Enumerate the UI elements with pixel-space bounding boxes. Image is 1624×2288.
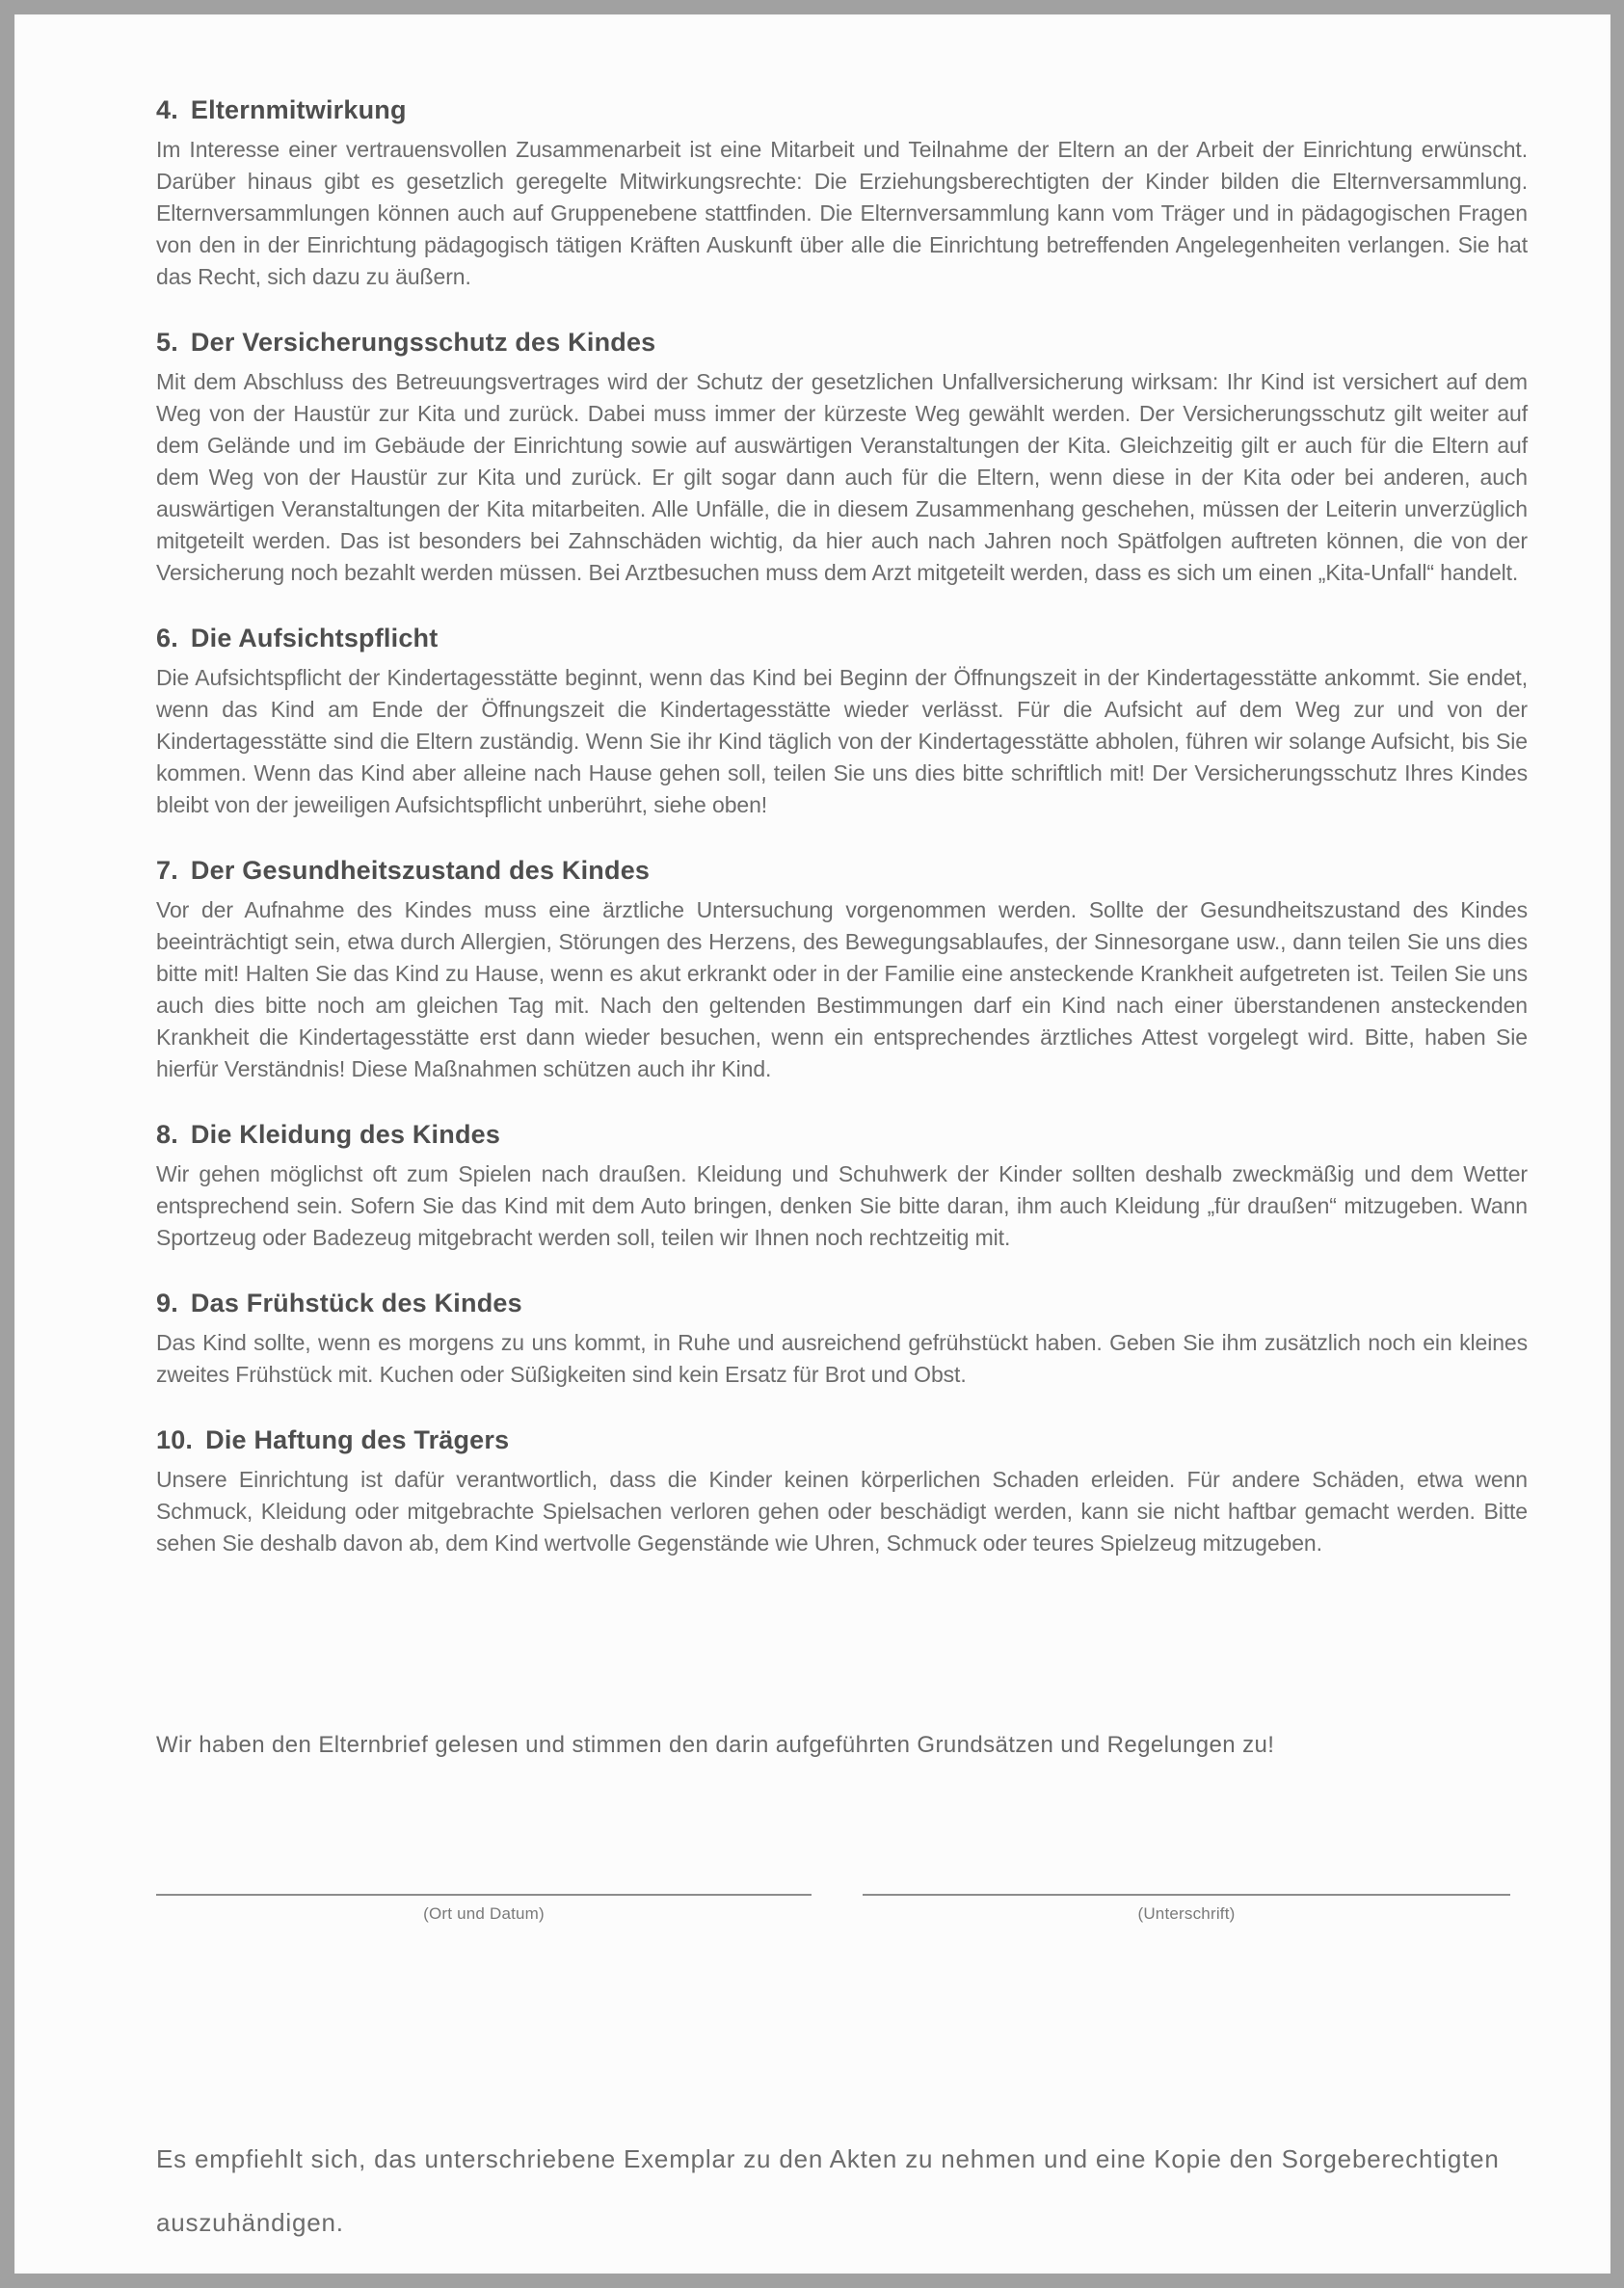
section-heading [156,1289,1528,1318]
section-title-text: Die Kleidung des Kindes [190,1120,501,1149]
section-paragraph: Unsere Einrichtung ist dafür verantwortlich, dass die Kinder keinen körperlichen Schaden erleiden. Für andere Schäden, etwa wenn Schmuck, Kleidung oder mitgebrachte Spielsachen verloren gehen oder beschädigt werden, kann sie nicht haftbar gemacht werden. Bitte sehen Sie deshalb davon ab, dem Kind wertvolle Gegenstände wie Uhren, Schmuck oder teures Spielzeug mitzugeben. [156,1467,1528,1556]
signature-line [156,1894,812,1896]
section-heading [156,328,1528,358]
section-title-text: Der Gesundheitszustand des Kindes [190,856,651,885]
section-title-text: Das Frühstück des Kindes [190,1289,522,1317]
section-6-aufsichtspflicht [156,624,1528,821]
section-number: 6. [156,624,178,652]
section-number: 4. [156,95,178,124]
footer-note: Es empfiehlt sich, das unterschriebene Exemplar zu den Akten zu nehmen und eine Kopie den Sorgeberechtigten auszuhändigen. [156,2144,1500,2237]
section-paragraph: Das Kind sollte, wenn es morgens zu uns kommt, in Ruhe und ausreichend gefrühstückt haben. Geben Sie ihm zusätzlich noch ein kleines zweites Frühstück mit. Kuchen oder Süßigkeiten sind kein Ersatz für Brot und Obst. [156,1330,1528,1387]
section-number: 5. [156,328,178,357]
section-heading [156,95,1528,125]
section-heading [156,1425,1528,1455]
section-title-text: Die Aufsichtspflicht [190,624,439,652]
section-number: 10. [156,1425,194,1454]
section-paragraph: Mit dem Abschluss des Betreuungsvertrages wird der Schutz der gesetzlichen Unfallversicherung wirksam: Ihr Kind ist versichert auf dem Weg von der Haustür zur Kita und zurück. Dabei muss immer der kürzeste Weg gewählt werden. Der Versicherungsschutz gilt weiter auf dem Gelände und im Gebäude der Einrichtung sowie auf auswärtigen Veranstaltungen der Kita. Gleichzeitig gilt er auch für die Eltern auf dem Weg von der Haustür zur Kita und zurück. Er gilt sogar dann auch für die Eltern, wenn diese in der Kita oder bei anderen, auch auswärtigen Veranstaltungen der Kita mitarbeiten. Alle Unfälle, die in diesem Zusammenhang geschehen, müssen der Leiterin unverzüglich mitgeteilt werden. Das ist besonders bei Zahnschäden wichtig, da hier auch nach Jahren noch Spätfolgen auftreten können, die von der Versicherung noch bezahlt werden müssen. Bei Arztbesuchen muss dem Arzt mitgeteilt werden, dass es sich um einen „Kita-Unfall“ handelt. [156,369,1528,585]
section-paragraph: Vor der Aufnahme des Kindes muss eine ärztliche Untersuchung vorgenommen werden. Sollte der Gesundheitszustand des Kindes beeinträchtigt sein, etwa durch Allergien, Störungen des Herzens, des Bewegungsablaufes, der Sinnesorgane usw., dann teilen Sie uns dies bitte mit! Halten Sie das Kind zu Hause, wenn es akut erkrankt oder in der Familie eine ansteckende Krankheit aufgetreten ist. Teilen Sie uns auch dies bitte noch am gleichen Tag mit. Nach den geltenden Bestimmungen darf ein Kind nach einer überstandenen ansteckenden Krankheit die Kindertagesstätte erst dann wieder besuchen, wenn ein entsprechendes ärztliches Attest vorgelegt wird. Bitte, haben Sie hierfür Verständnis! Diese Maßnahmen schützen auch ihr Kind. [156,897,1528,1081]
section-5-versicherungsschutz [156,328,1528,589]
section-number: 7. [156,856,178,885]
section-number: 8. [156,1120,178,1149]
section-8-kleidung [156,1120,1528,1254]
section-heading [156,624,1528,653]
section-title-text: Elternmitwirkung [190,95,407,124]
signature-line [863,1894,1510,1896]
signature-field-ort-datum [156,1894,812,1924]
section-10-haftung [156,1425,1528,1559]
signature-field-unterschrift [863,1894,1510,1924]
document-body [156,95,1528,1594]
section-number: 9. [156,1289,178,1317]
section-title-text: Der Versicherungsschutz des Kindes [190,328,656,357]
section-4-elternmitwirkung [156,95,1528,293]
section-paragraph: Im Interesse einer vertrauensvollen Zusammenarbeit ist eine Mitarbeit und Teilnahme der Eltern an der Arbeit der Einrichtung erwünscht. Darüber hinaus gibt es gesetzlich geregelte Mitwirkungsrechte: Die Erziehungsberechtigten der Kinder bilden die Elternversammlung. Elternversammlungen können auch auf Gruppenebene stattfinden. Die Elternversammlung kann vom Träger und in pädagogischen Fragen von den in der Einrichtung pädagogisch tätigen Kräften Auskunft über alle die Einrichtung betreffenden Angelegenheiten verlangen. Sie hat das Recht, sich dazu zu äußern. [156,137,1528,289]
section-title-text: Die Haftung des Trägers [205,1425,510,1454]
section-heading [156,1120,1528,1150]
signature-label: (Ort und Datum) [423,1904,545,1923]
section-7-gesundheitszustand [156,856,1528,1085]
section-heading [156,856,1528,886]
agreement-statement: Wir haben den Elternbrief gelesen und stimmen den darin aufgeführten Grundsätzen und Regelungen zu! [156,1732,1275,1758]
section-paragraph: Wir gehen möglichst oft zum Spielen nach draußen. Kleidung und Schuhwerk der Kinder sollten deshalb zweckmäßig und dem Wetter entsprechend sein. Sofern Sie das Kind mit dem Auto bringen, denken Sie bitte daran, ihm auch Kleidung „für draußen“ mitzugeben. Wann Sportzeug oder Badezeug mitgebracht werden soll, teilen wir Ihnen noch rechtzeitig mit. [156,1161,1528,1250]
signature-label: (Unterschrift) [1137,1904,1236,1923]
section-paragraph: Die Aufsichtspflicht der Kindertagesstätte beginnt, wenn das Kind bei Beginn der Öffnungszeit in der Kindertagesstätte ankommt. Sie endet, wenn das Kind am Ende der Öffnungszeit die Kindertagesstätte wieder verlässt. Für die Aufsicht auf dem Weg zur und von der Kindertagesstätte sind die Eltern zuständig. Wenn Sie ihr Kind täglich von der Kindertagesstätte abholen, führen wir solange Aufsicht, bis Sie kommen. Wenn das Kind aber alleine nach Hause gehen soll, teilen Sie uns dies bitte schriftlich mit! Der Versicherungsschutz Ihres Kindes bleibt von der jeweiligen Aufsichtspflicht unberührt, siehe oben! [156,665,1528,817]
section-9-fruehstueck [156,1289,1528,1391]
document-page [14,14,1611,2274]
